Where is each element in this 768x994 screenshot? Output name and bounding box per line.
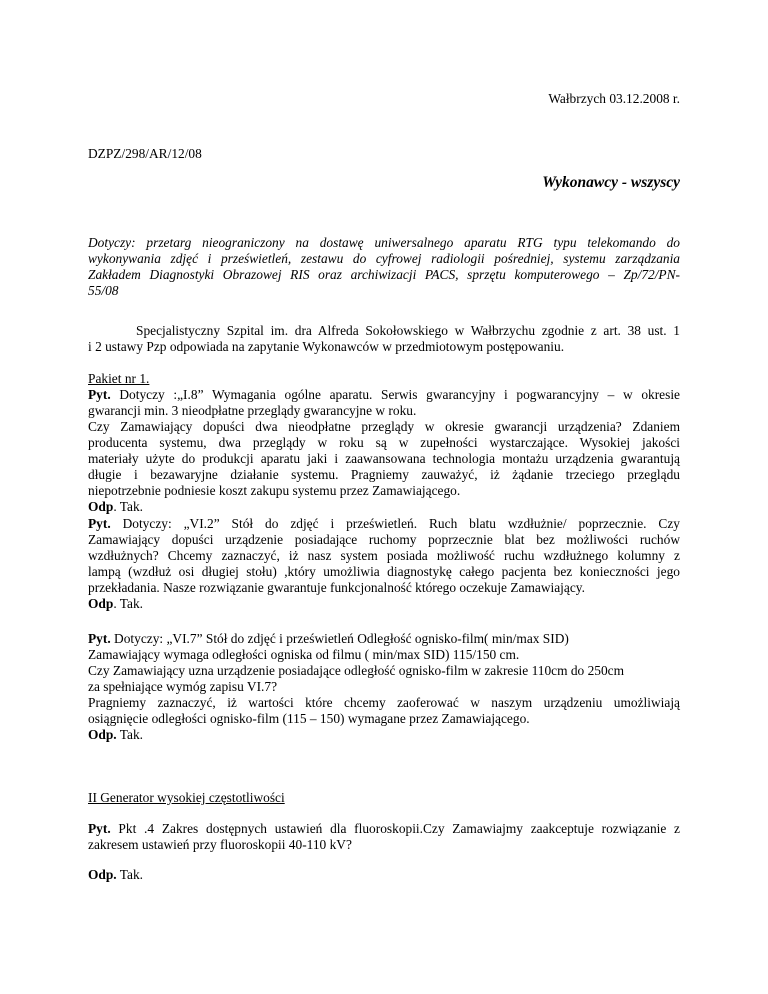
subject-line: Zakładem Diagnostyki Obrazowej RIS oraz archiwizacji PACS, sprzętu komputerowego – Zp/72/PN-: [88, 267, 680, 282]
question-line: osiągnięcie odległości ognisko-film (115 – 150) wymagane przez Zamawiającego.: [88, 711, 530, 726]
answer-line: [88, 596, 680, 612]
intro-line: i 2 ustawy Pzp odpowiada na zapytanie Wykonawców w przedmiotowym postępowaniu.: [88, 339, 565, 354]
question-line: Pragniemy zaznaczyć, iż wartości które chcemy zaoferować w naszym urządzeniu umożliwiają: [88, 695, 680, 710]
subject-line: 55/08: [88, 283, 119, 298]
question-line: niepotrzebnie podniesie koszt zakupu systemu przez Zamawiającego.: [88, 483, 461, 498]
question-line: [88, 387, 680, 403]
reference-number: DZPZ/298/AR/12/08: [88, 146, 202, 161]
question-text: Pkt .4 Zakres dostępnych ustawień dla fluoroskopii.Czy Zamawiajmy zaakceptuje rozwiązanie z: [110, 821, 680, 836]
pyt-label: Pyt.: [88, 631, 111, 646]
pyt-label: Pyt.: [88, 821, 111, 836]
answer-text: . Tak.: [113, 596, 143, 611]
question-line: [88, 821, 680, 837]
place-date: Wałbrzych 03.12.2008 r.: [548, 91, 680, 106]
question-line: [88, 631, 680, 647]
question-line: zakresem ustawień przy fluoroskopii 40-110 kV?: [88, 837, 352, 852]
answer-text: Tak.: [116, 867, 144, 882]
question-line: wzdłużnych? Chcemy zaznaczyć, iż nasz system posiada możliwość ruchu wzdłużnego kolumny z: [88, 548, 680, 563]
question-line: lampą (wzdłuż osi długiej stołu) ,który umożliwia diagnostykę całego pacjenta bez konieczności jego: [88, 564, 680, 579]
intro-paragraph: [88, 323, 680, 355]
question-line: Czy Zamawiający uzna urządzenie posiadające odległość ognisko-film w zakresie 110cm do 250cm: [88, 663, 625, 678]
odp-label: Odp: [88, 596, 114, 611]
answer-line: [88, 499, 680, 515]
question-text: Dotyczy :„I.8” Wymagania ogólne aparatu. Serwis gwarancyjny i pogwarancyjny – w okresie: [110, 387, 680, 402]
pyt-label: Pyt.: [88, 387, 111, 402]
question-3: [88, 631, 680, 743]
question-line: producenta systemu, dwa przeglądy w roku są w zupełności wystarczające. Wysokiej jakości: [88, 435, 680, 450]
answer-line: [88, 727, 680, 743]
question-line: Zamawiający wymaga odległości ogniska od filmu ( min/max SID) 115/150 cm.: [88, 647, 520, 662]
intro-line: Specjalistyczny Szpital im. dra Alfreda Sokołowskiego w Wałbrzychu zgodnie z art. 38 ust. 1: [136, 323, 680, 338]
odp-label: Odp.: [88, 727, 117, 742]
section-heading: II Generator wysokiej częstotliwości: [88, 790, 285, 805]
subject-line: wykonywania zdjęć i prześwietleń, zestawu do cyfrowej radiologii pośredniej, systemu zarządzania: [88, 251, 680, 266]
question-line: za spełniające wymóg zapisu VI.7?: [88, 679, 278, 694]
answer-text: Tak.: [116, 727, 144, 742]
odp-label: Odp.: [88, 867, 117, 882]
question-line: Czy Zamawiający dopuści dwa nieodpłatne przeglądy w okresie gwarancji urządzenia? Zdaniem: [88, 419, 680, 434]
addressee: Wykonawcy - wszyscy: [542, 174, 680, 191]
pyt-label: Pyt.: [88, 516, 111, 531]
subject-line: Dotyczy: przetarg nieograniczony na dostawę uniwersalnego aparatu RTG typu telekomando do: [88, 235, 680, 250]
question-line: materiały użyte do produkcji aparatu jaki i zaawansowana technologia montażu urządzenia gwarantują: [88, 451, 680, 466]
subject-paragraph: [88, 235, 680, 299]
package-heading: Pakiet nr 1.: [88, 371, 150, 386]
answer-line: [88, 867, 143, 883]
question-line: przekładania. Nasze rozwiązanie gwarantuje funkcjonalność którego oczekuje Zamawiający.: [88, 580, 585, 595]
question-1: [88, 371, 680, 515]
odp-label: Odp: [88, 499, 114, 514]
question-line: długie i bezawaryjne działanie systemu. Pragniemy zauważyć, iż żądanie trzeciego przeglądu: [88, 467, 680, 482]
answer-text: . Tak.: [113, 499, 143, 514]
question-line: [88, 516, 680, 532]
question-text: Dotyczy: „VI.2” Stół do zdjęć i prześwietleń. Ruch blatu wzdłużnie/ poprzecznie. Czy: [110, 516, 680, 531]
question-4: [88, 821, 680, 853]
question-2: [88, 516, 680, 612]
question-line: gwarancji min. 3 nieodpłatne przeglądy gwarancyjne w roku.: [88, 403, 417, 418]
question-line: Zamawiający dopuści urządzenie posiadające ruchomy poprzecznie blat bez możliwości ruchów: [88, 532, 680, 547]
question-text: Dotyczy: „VI.7” Stół do zdjęć i prześwietleń Odległość ognisko-film( min/max SID): [110, 631, 569, 646]
